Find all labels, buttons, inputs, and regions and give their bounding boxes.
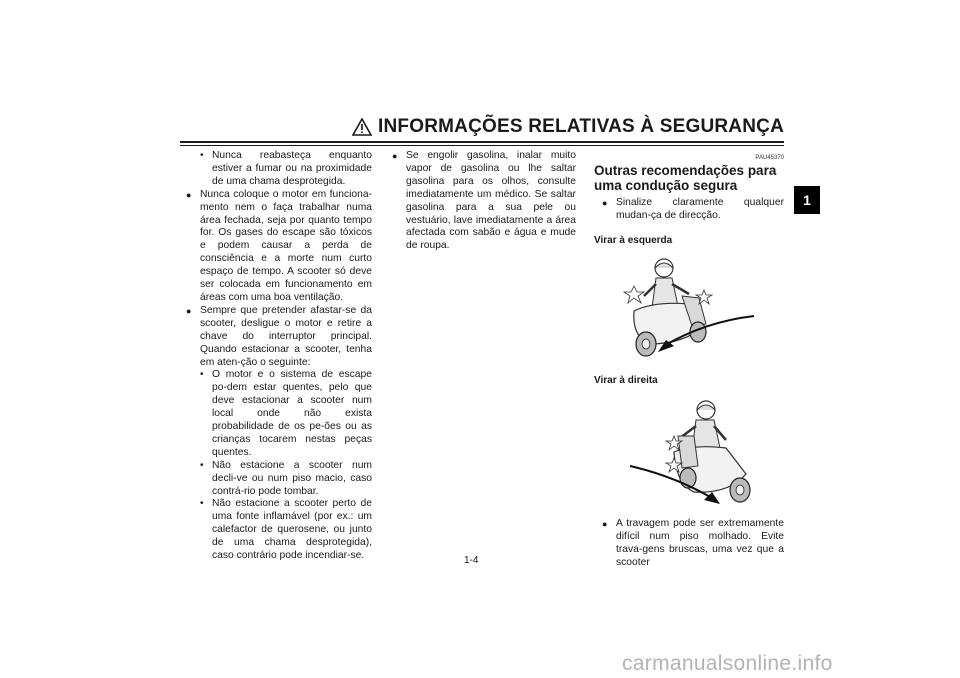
bullet-text: Sempre que pretender afastar-se da scooter, desligue o motor e retire a chave do interruptor principal. Quando estacionar a scooter, tenha em aten-ção o seguinte: [200,304,372,368]
bullet-text: Nunca coloque o motor em funciona-mento nem o faça trabalhar numa área fechada, seja por quanto tempo for. Os gases do escape são tóxicos e podem causar a perda de consciência e a morte num curto espaço de tempo. A scooter só deve ser colocada em funcionamento em áreas com uma boa ventilação. [200,188,372,303]
header-title-wrap [352,116,784,138]
section-title: Outras recomendações para uma condução segura [594,163,777,193]
warning-triangle-icon [352,118,372,136]
bullet-circle-icon: ● [602,198,608,208]
bullet-dot-icon: • [200,498,204,510]
sub-bullet-text: Não estacione a scooter num decli-ve ou num piso macio, caso contrá-rio pode tombar. [212,459,372,497]
bullet-circle-icon: ● [392,151,398,161]
sub-bullet [186,369,372,459]
bullet-dot-icon: • [200,150,204,161]
sub-bullet [186,460,372,499]
bullet-item [392,150,576,253]
bullet-item [594,197,784,223]
header-rule [180,141,784,143]
page-title: INFORMAÇÕES RELATIVAS À SEGURANÇA [378,116,784,137]
column-2 [392,150,576,253]
bullet-circle-icon: ● [602,519,608,530]
right-turn-label: Virar à direita [594,374,658,386]
bullet-text: A travagem pode ser extremamente difícil num piso molhado. Evite trava-gens bruscas, uma vez que a scooter [616,518,784,569]
section-code: PAU45370 [755,155,784,161]
left-turn-illustration [594,256,774,360]
bullet-circle-icon: ● [186,189,192,200]
sub-bullet-text: Nunca reabasteça enquanto estiver a fumar ou na proximidade de uma chama desprotegida. [212,150,372,187]
bullet-item [186,305,372,370]
bullet-item [594,518,784,570]
page-number: 1-4 [464,555,479,566]
bullet-text: Sinalize claramente qualquer mudan-ça de direcção. [616,197,784,221]
sub-bullet [186,150,372,189]
right-turn-illustration [594,396,774,508]
header-rule-thin [180,145,784,146]
watermark: carmanualsonline.info [622,652,833,675]
bullet-text: Se engolir gasolina, inalar muito vapor de gasolina ou lhe saltar gasolina para os olhos, consulte imediatamente um médico. Se saltar gasolina para a sua pele ou vestuário, lave imediatamente a área afectada com sabão e água e mude de roupa. [406,150,576,252]
sub-bullet [186,498,372,563]
bullet-dot-icon: • [200,459,204,471]
left-turn-label: Virar à esquerda [594,234,673,246]
sub-bullet-text: Não estacione a scooter perto de uma fonte inflamável (por ex.: um calefactor de querosene, ou junto de uma chama desprotegida), caso contrário pode incendiar-se. [212,498,372,562]
bullet-dot-icon: • [200,369,204,381]
bullet-item [186,189,372,305]
chapter-tab: 1 [794,186,820,214]
sub-bullet-text: O motor e o sistema de escape po-dem estar quentes, pelo que deve estacionar a scooter num local onde não exista probabilidade de os pe-ões ou as crianças tocarem nestas peças quentes. [212,369,372,458]
page-header [180,116,784,141]
bullet-circle-icon: ● [186,305,192,316]
column-3 [594,152,784,570]
column-1 [186,150,372,563]
